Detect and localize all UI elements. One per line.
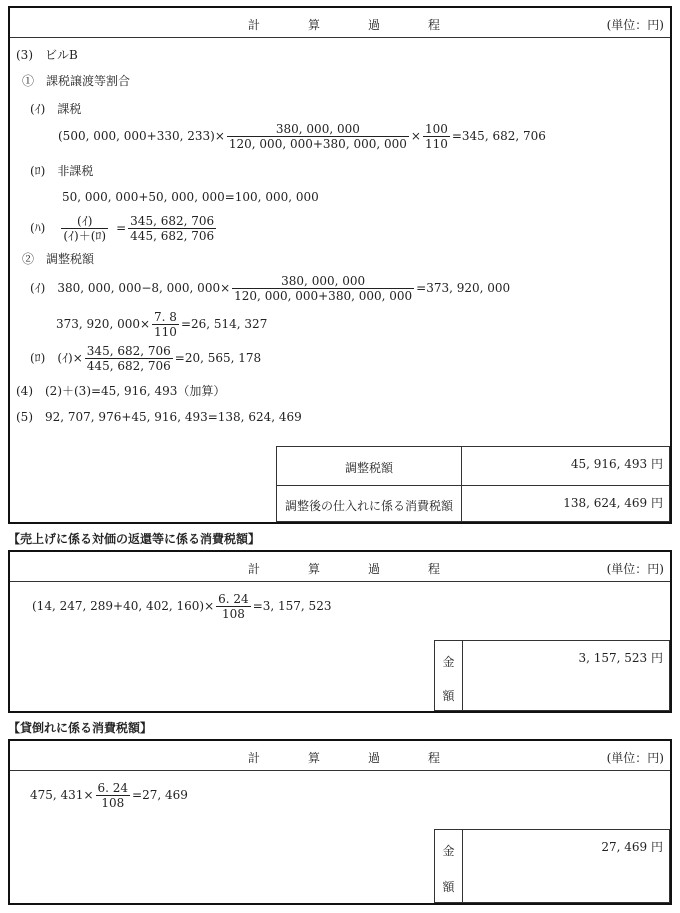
denominator: 110 (154, 325, 177, 339)
formula-text: 373, 920, 000× (56, 317, 151, 331)
formula-result: =27, 469 (132, 788, 188, 802)
formula-adjusted-tax (30, 344, 261, 373)
formula-ratio (30, 214, 218, 243)
formula-result: =3, 157, 523 (252, 599, 332, 613)
amount-label-cell (434, 829, 463, 903)
formula-taxable (58, 122, 546, 151)
denominator: 110 (424, 137, 448, 151)
formula-text: = (116, 221, 127, 235)
amount-label-char: 額 (442, 689, 455, 703)
amount-label-char: 金 (442, 655, 455, 669)
unit-label: (単位：円) (606, 18, 664, 32)
fraction (227, 122, 409, 151)
formula-total: (5) 92, 707, 976+45, 916, 493=138, 624, 469 (16, 410, 302, 424)
result-label-cell (276, 446, 462, 486)
denominator: 120, 000, 000+380, 000, 000 (234, 289, 413, 303)
adjusted-tax-value: 45, 916, 493 円 (570, 457, 663, 471)
header-char: 程 (428, 18, 441, 32)
header-char: 過 (368, 18, 381, 32)
section-title-sales-returns: 【売上げに係る対価の返還等に係る消費税額】 (8, 532, 261, 546)
header-char: 算 (308, 562, 321, 576)
numerator: 345, 682, 706 (86, 344, 171, 358)
header-char: 計 (248, 751, 261, 765)
section-title-bad-debts: 【貸倒れに係る消費税額】 (8, 721, 153, 735)
formula-text: (14, 247, 289+40, 402, 160)× (32, 599, 215, 613)
unit-label: (単位：円) (606, 751, 664, 765)
header-char: 算 (308, 751, 321, 765)
fraction (128, 214, 216, 243)
sheet-header (10, 552, 670, 582)
numerator: 380, 000, 000 (232, 274, 414, 289)
numerator: 100 (424, 122, 448, 136)
formula-text: (ｲ) 380, 000, 000−8, 000, 000× (30, 281, 231, 295)
formula-result: =20, 565, 178 (174, 351, 262, 365)
denominator: 445, 682, 706 (86, 359, 171, 373)
fraction (232, 274, 414, 303)
header-char: 程 (428, 751, 441, 765)
amount-value-cell (462, 640, 670, 711)
numerator: 6. 24 (97, 781, 129, 795)
sheet-header (10, 8, 670, 38)
fraction (61, 214, 108, 243)
denominator: 108 (101, 796, 125, 810)
amount-label-char: 額 (442, 880, 455, 894)
numerator: 7. 8 (154, 310, 177, 324)
denominator: 108 (221, 607, 245, 621)
formula-tax (56, 310, 267, 339)
denominator: (ｲ)＋(ﾛ) (63, 229, 107, 243)
calculation-sheet-bad-debts (8, 739, 672, 905)
header-char: 程 (428, 562, 441, 576)
header-char: 過 (368, 751, 381, 765)
denominator: 120, 000, 000+380, 000, 000 (228, 137, 407, 151)
formula-sum: (4) (2)＋(3)=45, 916, 493（加算） (16, 384, 226, 398)
formula-result: =373, 920, 000 (416, 281, 511, 295)
sales-returns-tax-value: 3, 157, 523 円 (578, 651, 663, 665)
numerator: 380, 000, 000 (227, 122, 409, 137)
formula-result: =26, 514, 327 (180, 317, 268, 331)
amount-value-cell (462, 829, 670, 903)
amount-label-char: 金 (442, 844, 455, 858)
unit-label: (単位：円) (606, 562, 664, 576)
formula-result: =345, 682, 706 (451, 129, 546, 143)
numerator: 345, 682, 706 (130, 214, 215, 228)
header-char: 計 (248, 562, 261, 576)
fraction (216, 592, 251, 621)
section-heading: (3) ビルB (16, 48, 78, 62)
fraction (96, 781, 131, 810)
formula-text: 475, 431× (30, 788, 94, 802)
numerator: (ｲ) (61, 214, 108, 229)
result-value-cell (461, 485, 670, 522)
result-label-cell (276, 485, 462, 522)
denominator: 445, 682, 706 (130, 229, 215, 243)
adjusted-tax-label: 調整税額 (344, 461, 393, 475)
item-label: (ﾊ) (30, 221, 46, 235)
item-label: (ﾛ) 非課税 (30, 164, 94, 178)
formula-text: × (410, 129, 421, 143)
fraction (423, 122, 450, 151)
header-char: 過 (368, 562, 381, 576)
result-value-cell (461, 446, 670, 486)
adjusted-purchase-tax-value: 138, 624, 469 円 (563, 496, 663, 510)
sheet-header (10, 741, 670, 771)
formula-adjustment (30, 274, 510, 303)
formula-sales-returns (32, 592, 331, 621)
header-char: 算 (308, 18, 321, 32)
formula-text: (500, 000, 000+330, 233)× (58, 129, 225, 143)
numerator: 6. 24 (218, 592, 249, 606)
formula-text: (ﾛ) (ｲ)× (30, 351, 83, 365)
item-label: (ｲ) 課税 (30, 102, 82, 116)
subsection-heading: ② 調整税額 (22, 252, 95, 266)
calculation-sheet-building-b (8, 6, 672, 524)
adjusted-purchase-tax-label: 調整後の仕入れに係る消費税額 (284, 499, 453, 513)
header-char: 計 (248, 18, 261, 32)
formula-nontaxable: 50, 000, 000+50, 000, 000=100, 000, 000 (62, 190, 319, 204)
amount-label-cell (434, 640, 463, 711)
fraction (152, 310, 179, 339)
subsection-heading: ① 課税譲渡等割合 (22, 74, 131, 88)
fraction (85, 344, 173, 373)
calculation-sheet-sales-returns (8, 550, 672, 713)
formula-bad-debts (30, 781, 188, 810)
bad-debts-tax-value: 27, 469 円 (601, 840, 663, 854)
